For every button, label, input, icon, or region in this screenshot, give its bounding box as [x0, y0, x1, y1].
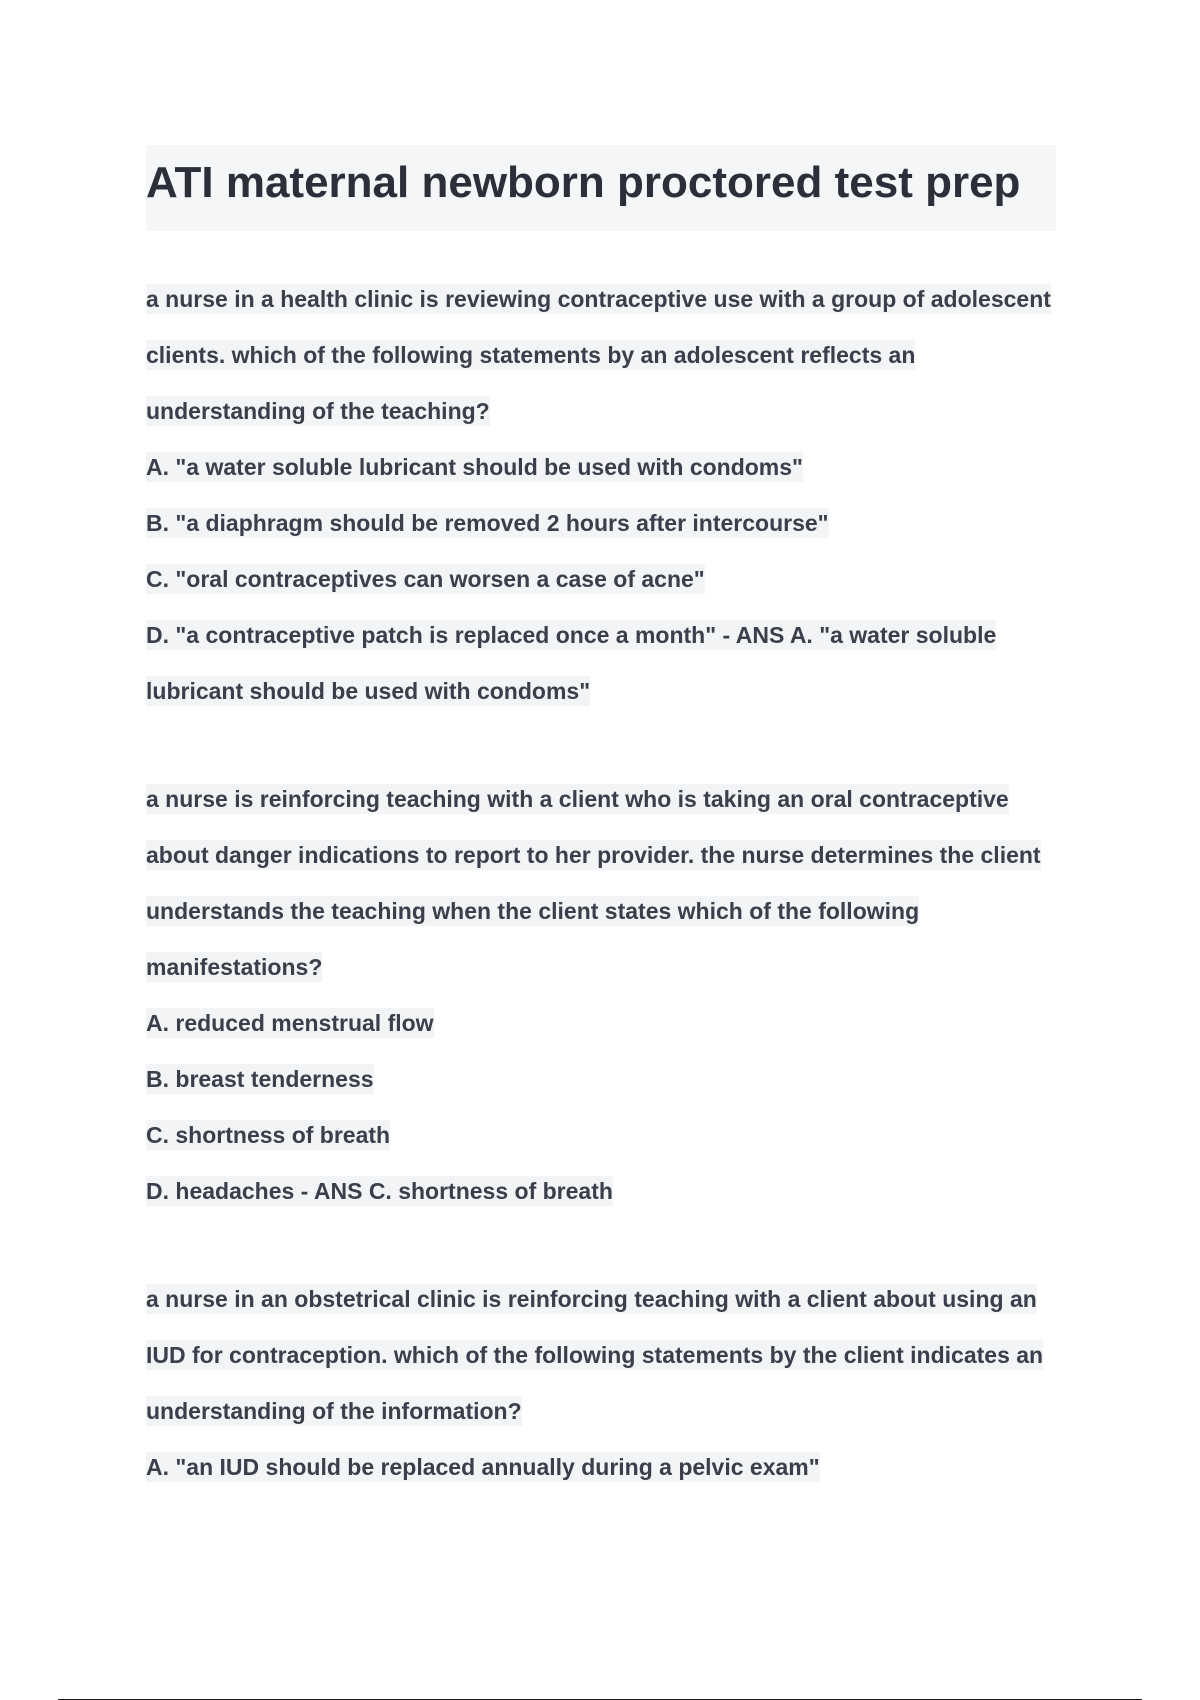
answer-option: C. "oral contraceptives can worsen a case of acne" [146, 566, 705, 592]
title-block [146, 145, 1056, 231]
answer-option-with-answer: D. headaches - ANS C. shortness of breath [146, 1178, 613, 1204]
answer-option: B. "a diaphragm should be removed 2 hours after intercourse" [146, 510, 829, 536]
page-title: ATI maternal newborn proctored test prep [146, 158, 1021, 207]
document-page [146, 145, 1056, 1547]
answer-option: B. breast tenderness [146, 1066, 374, 1092]
answer-option: C. shortness of breath [146, 1122, 391, 1148]
answer-option: A. reduced menstrual flow [146, 1010, 434, 1036]
question-stem: a nurse is reinforcing teaching with a client who is taking an oral contraceptive about danger indications to report to her provider. the nurse determines the client understands the teaching when the client states which of the following manifestations? [146, 786, 1041, 980]
question-block-2 [146, 771, 1056, 1219]
question-block-1 [146, 271, 1056, 719]
answer-option: A. "a water soluble lubricant should be used with condoms" [146, 454, 803, 480]
question-block-3 [146, 1271, 1056, 1495]
answer-option-with-answer: D. "a contraceptive patch is replaced once a month" - ANS A. "a water soluble lubricant should be used with condoms" [146, 622, 997, 704]
question-stem: a nurse in an obstetrical clinic is reinforcing teaching with a client about using an IUD for contraception. which of the following statements by the client indicates an understanding of the information? [146, 1286, 1044, 1424]
answer-option: A. "an IUD should be replaced annually during a pelvic exam" [146, 1454, 820, 1480]
question-stem: a nurse in a health clinic is reviewing contraceptive use with a group of adolescent clients. which of the following statements by an adolescent reflects an understanding of the teaching? [146, 286, 1051, 424]
